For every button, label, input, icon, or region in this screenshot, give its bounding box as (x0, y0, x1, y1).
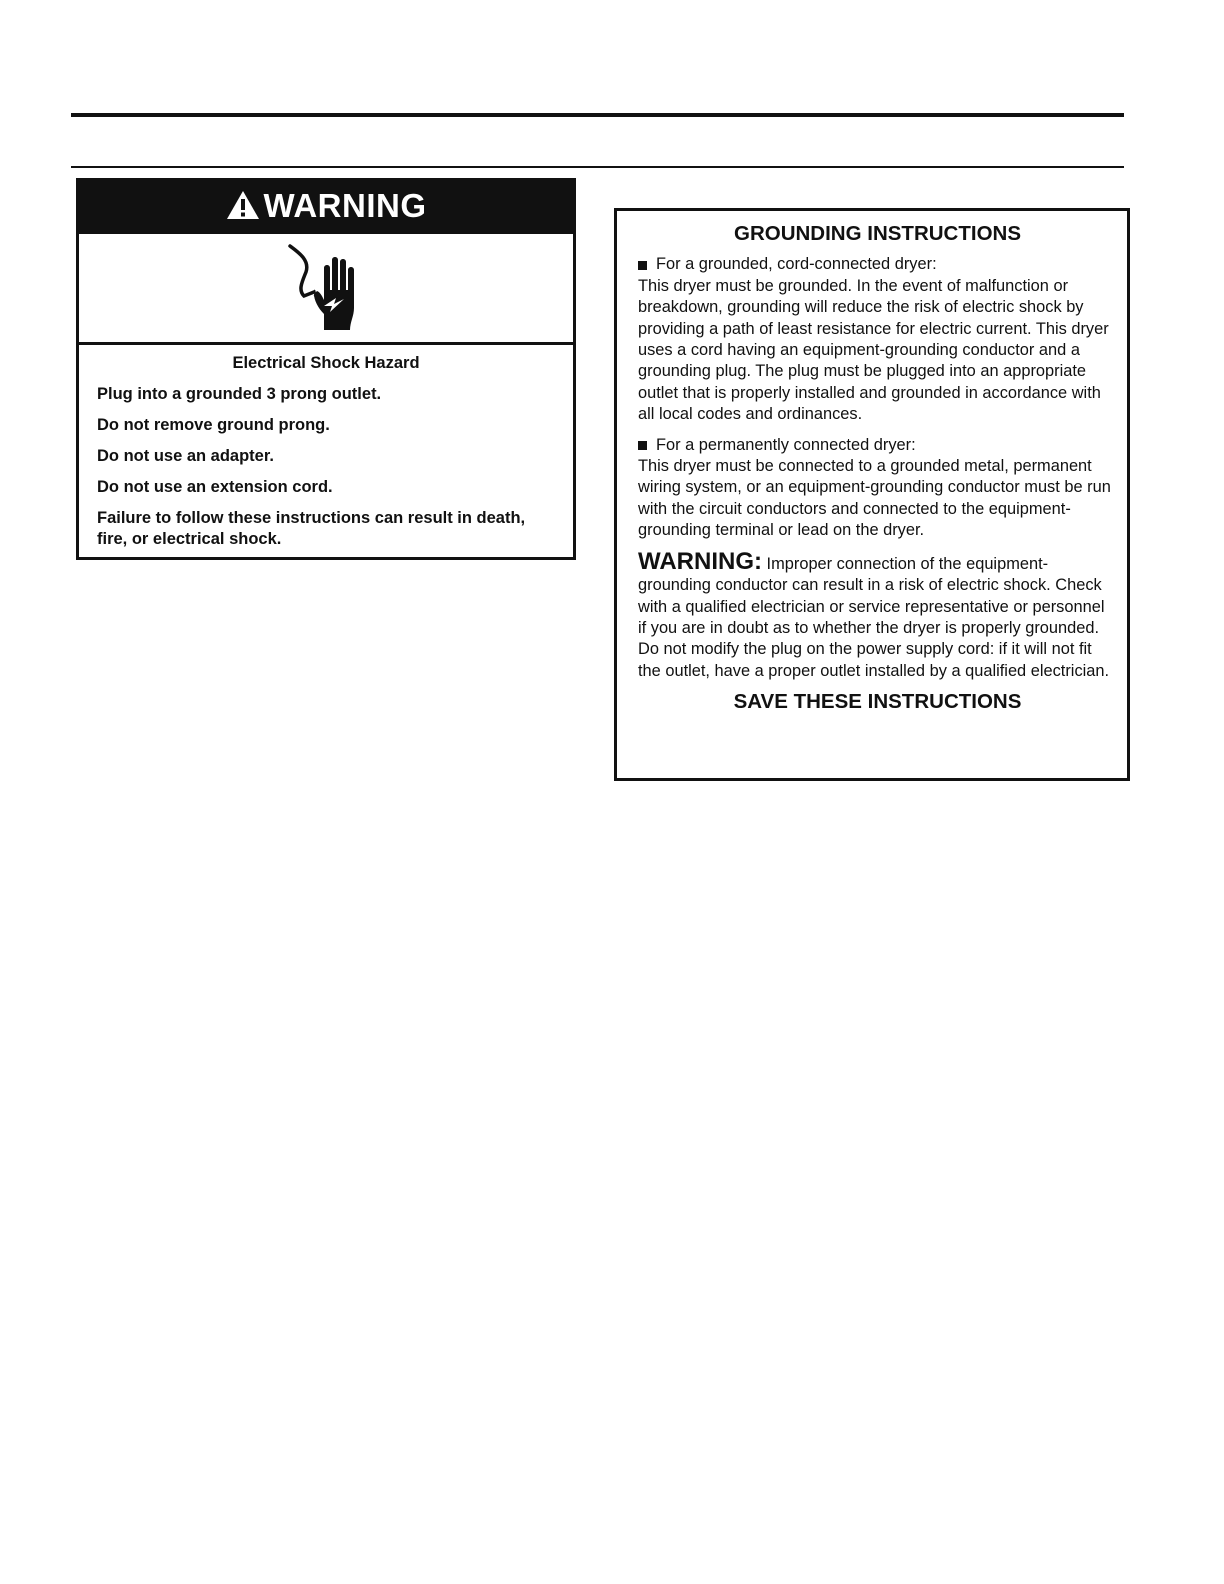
cord-connected-text: This dryer must be grounded. In the event of malfunction or breakdown, grounding will reduce the risk of electric shock by providing a path of least resistance for electric current. This dryer uses a cord having an equipment-grounding conductor and a grounding plug. The plug must be plugged into an appropriate outlet that is properly installed and grounded in accordance with all local codes and ordinances. (638, 276, 1109, 424)
consequence-text: Failure to follow these instructions can result in death, fire, or electrical shock. (97, 509, 526, 548)
permanent-text: This dryer must be connected to a grounded metal, permanent wiring system, or an equipment-grounding conductor must be run with the circuit conductors and connected to the equipment-grounding terminal or lead on the dryer. (638, 457, 1111, 540)
instruction-item: Do not remove ground prong. (97, 416, 330, 434)
grounding-warning-text: Improper connection of the equipment-grounding conductor can result in a risk of electric shock. Check with a qualified electrician or service representative or personnel if you are in doubt as to whether the dryer is properly grounded. Do not modify the plug on the power supply cord: if it will not fit the outlet, have a proper outlet installed by a qualified electrician. (638, 554, 1110, 680)
warning-box (76, 178, 576, 560)
grounding-warning (638, 547, 1117, 682)
hazard-title: Electrical Shock Hazard (232, 354, 420, 372)
warning-header (79, 181, 573, 234)
warning-title: WARNING (263, 187, 427, 224)
top-rule-thin (71, 166, 1124, 168)
instruction-item: Do not use an adapter. (97, 447, 274, 465)
electrical-shock-hand-icon (284, 242, 368, 334)
top-rule-thick (71, 113, 1124, 117)
permanent-section (638, 435, 1117, 542)
save-instructions-title: SAVE THESE INSTRUCTIONS (733, 690, 1022, 714)
shock-icon-area (79, 234, 573, 345)
cord-connected-heading: For a grounded, cord-connected dryer: (656, 255, 937, 274)
permanent-heading: For a permanently connected dryer: (656, 435, 916, 454)
grounding-instructions-box (614, 208, 1130, 781)
grounding-warning-label: WARNING: (638, 547, 762, 575)
warning-body (79, 345, 573, 550)
square-bullet-icon (638, 261, 647, 270)
instruction-item: Plug into a grounded 3 prong outlet. (97, 385, 382, 403)
grounding-title: GROUNDING INSTRUCTIONS (734, 222, 1021, 245)
warning-triangle-icon (226, 190, 260, 220)
square-bullet-icon (638, 441, 647, 450)
cord-connected-section (638, 254, 1117, 425)
instruction-item: Do not use an extension cord. (97, 478, 333, 496)
